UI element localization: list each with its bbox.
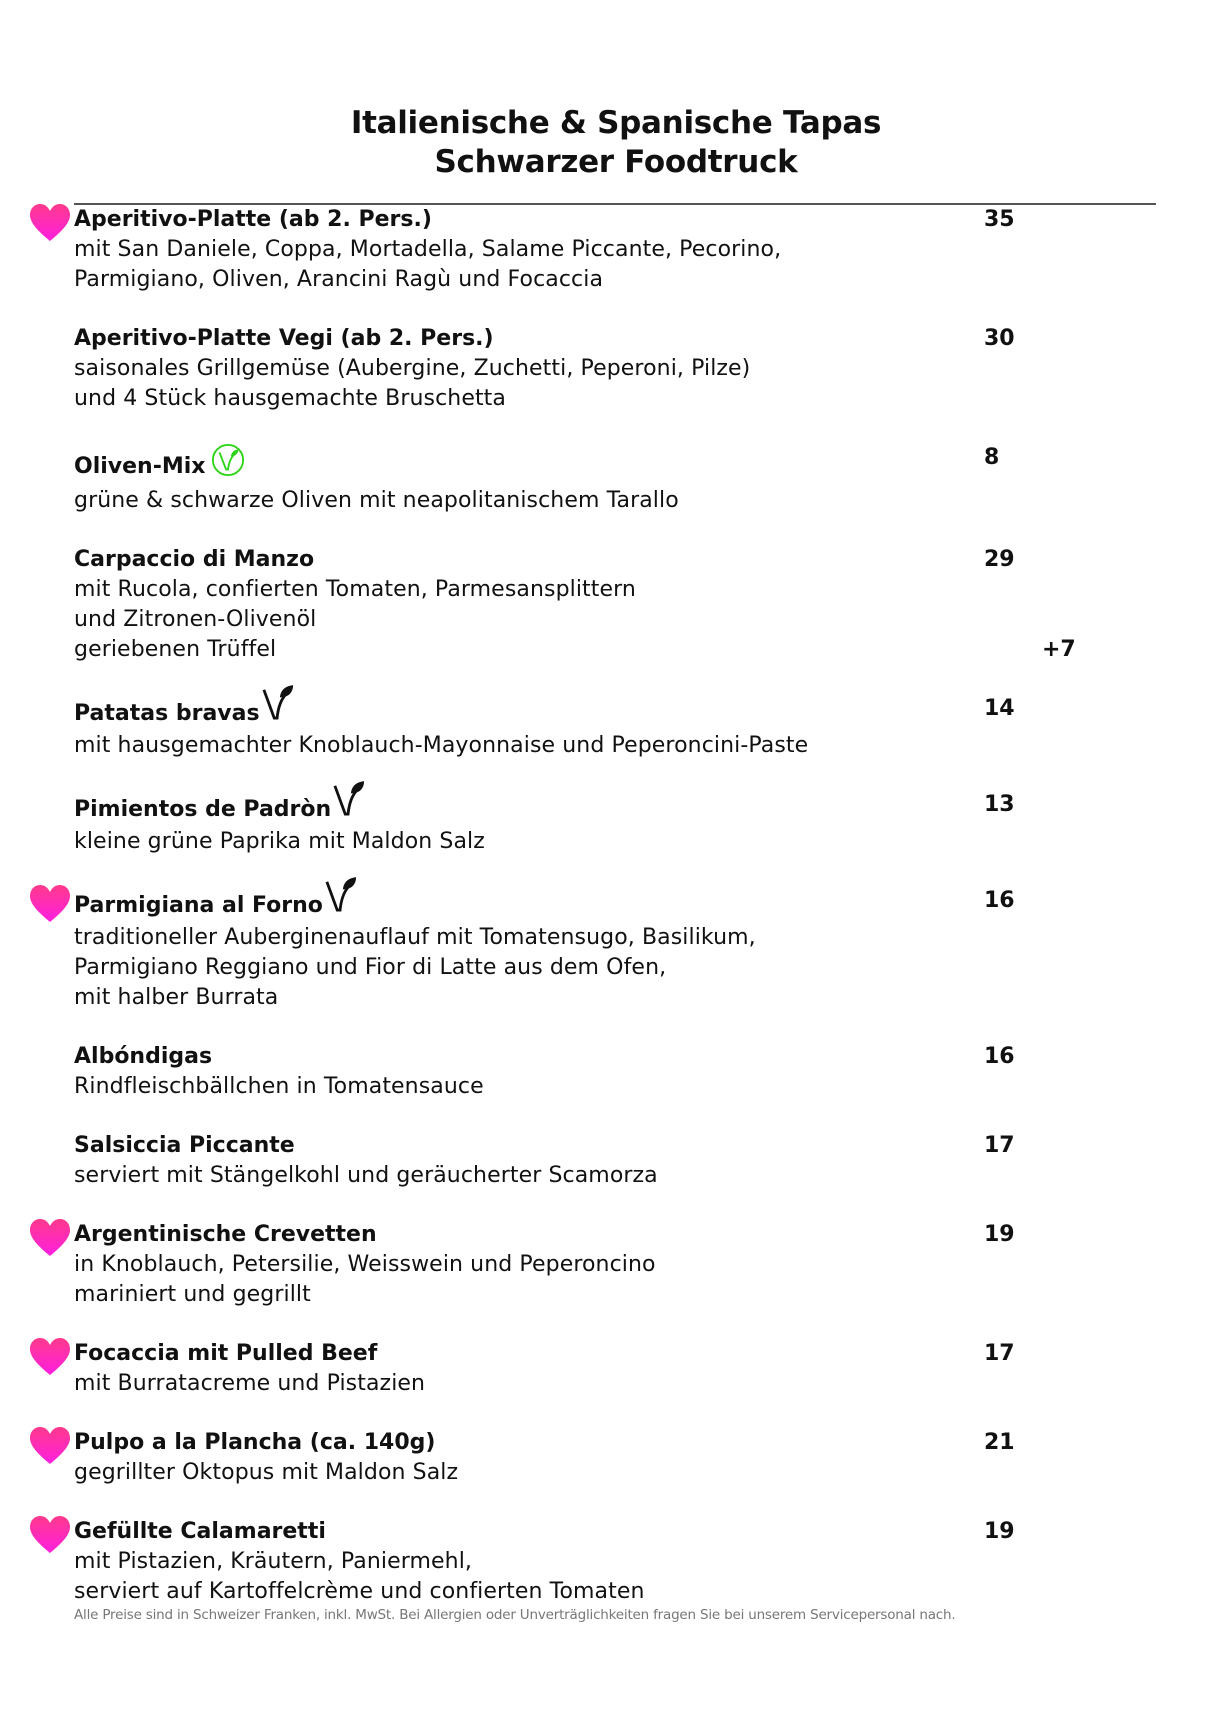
item-description-line: mariniert und gegrillt [74, 1282, 311, 1307]
item-name-text: Patatas bravas [74, 701, 260, 726]
vegan-circle-icon [211, 443, 245, 486]
item-description-line: mit Burratacreme und Pistazien [74, 1371, 426, 1396]
item-name-text: Oliven-Mix [74, 454, 206, 479]
vegetarian-leaf-icon [333, 780, 365, 827]
item-name-text: Focaccia mit Pulled Beef [74, 1341, 378, 1366]
item-price: 16 [984, 1044, 1015, 1069]
item-name-text: Carpaccio di Manzo [74, 547, 315, 572]
menu-item [74, 1339, 1156, 1399]
menu-item [74, 1042, 1156, 1102]
menu-item [74, 790, 1156, 857]
menu-item [74, 1131, 1156, 1191]
footer-note: Alle Preise sind in Schweizer Franken, inkl. MwSt. Bei Allergien oder Unverträglichkeiten fragen Sie bei unserem Servicepersonal nach. [74, 1607, 956, 1623]
menu-item [74, 324, 1156, 414]
item-price: 13 [984, 792, 1015, 817]
item-name-text: Albóndigas [74, 1044, 213, 1069]
item-name-text: Pimientos de Padròn [74, 797, 332, 822]
item-description-line: und Zitronen-Olivenöl [74, 607, 317, 632]
heart-icon [28, 884, 72, 924]
item-description-line: traditioneller Auberginenauflauf mit Tomatensugo, Basilikum, [74, 925, 756, 950]
item-description-line: gegrillter Oktopus mit Maldon Salz [74, 1460, 459, 1485]
item-price: 35 [984, 207, 1015, 232]
heart-icon [28, 1515, 72, 1555]
item-description-line: serviert auf Kartoffelcrème und confierten Tomaten [74, 1579, 645, 1604]
heart-icon [28, 1337, 72, 1377]
item-name-text: Salsiccia Piccante [74, 1133, 295, 1158]
vegetarian-leaf-icon [262, 684, 294, 731]
menu-title [0, 104, 1222, 182]
extra-price: +7 [1042, 637, 1076, 662]
item-price: 14 [984, 696, 1015, 721]
menu-item [74, 694, 1156, 761]
item-description-line: grüne & schwarze Oliven mit neapolitanischem Tarallo [74, 488, 679, 513]
item-description-line: kleine grüne Paprika mit Maldon Salz [74, 829, 485, 854]
menu-item [74, 1428, 1156, 1488]
item-name-text: Parmigiana al Forno [74, 893, 323, 918]
item-description-line: Parmigiano Reggiano und Fior di Latte aus dem Ofen, [74, 955, 667, 980]
menu-item [74, 545, 1156, 665]
heart-icon [28, 203, 72, 243]
menu-list [74, 203, 1156, 1636]
item-description-line: mit halber Burrata [74, 985, 279, 1010]
item-description-line: mit Rucola, confierten Tomaten, Parmesansplittern [74, 577, 636, 602]
item-price: 30 [984, 326, 1015, 351]
item-description-line: Parmigiano, Oliven, Arancini Ragù und Focaccia [74, 267, 604, 292]
title-line-1: Italienische & Spanische Tapas [350, 105, 882, 141]
item-price: 17 [984, 1341, 1015, 1366]
vegetarian-leaf-icon [325, 876, 357, 923]
item-name-text: Aperitivo-Platte (ab 2. Pers.) [74, 207, 432, 232]
item-description-line: in Knoblauch, Petersilie, Weisswein und Peperoncino [74, 1252, 656, 1277]
heart-icon [28, 1426, 72, 1466]
menu-item [74, 443, 1156, 516]
item-price: 8 [984, 445, 1000, 470]
item-price: 17 [984, 1133, 1015, 1158]
item-name-text: Aperitivo-Platte Vegi (ab 2. Pers.) [74, 326, 494, 351]
item-description-line: saisonales Grillgemüse (Aubergine, Zuchetti, Peperoni, Pilze) [74, 356, 751, 381]
item-description-line: mit San Daniele, Coppa, Mortadella, Salame Piccante, Pecorino, [74, 237, 782, 262]
item-price: 19 [984, 1222, 1015, 1247]
item-price: 16 [984, 888, 1015, 913]
item-price: 29 [984, 547, 1015, 572]
title-line-2: Schwarzer Foodtruck [434, 144, 798, 180]
item-name-text: Gefüllte Calamaretti [74, 1519, 326, 1544]
item-description-line: mit hausgemachter Knoblauch-Mayonnaise und Peperoncini-Paste [74, 733, 809, 758]
item-description-line: und 4 Stück hausgemachte Bruschetta [74, 386, 506, 411]
heart-icon [28, 1218, 72, 1258]
item-description-line: Rindfleischbällchen in Tomatensauce [74, 1074, 484, 1099]
menu-item [74, 1517, 1156, 1607]
menu-item [74, 1220, 1156, 1310]
item-price: 19 [984, 1519, 1015, 1544]
item-description-line: geriebenen Trüffel [74, 637, 277, 662]
item-price: 21 [984, 1430, 1015, 1455]
item-name-text: Pulpo a la Plancha (ca. 140g) [74, 1430, 436, 1455]
menu-item [74, 886, 1156, 1013]
item-name-text: Argentinische Crevetten [74, 1222, 377, 1247]
item-description-line: serviert mit Stängelkohl und geräucherter Scamorza [74, 1163, 658, 1188]
menu-item [74, 205, 1156, 295]
item-description-line: mit Pistazien, Kräutern, Paniermehl, [74, 1549, 473, 1574]
